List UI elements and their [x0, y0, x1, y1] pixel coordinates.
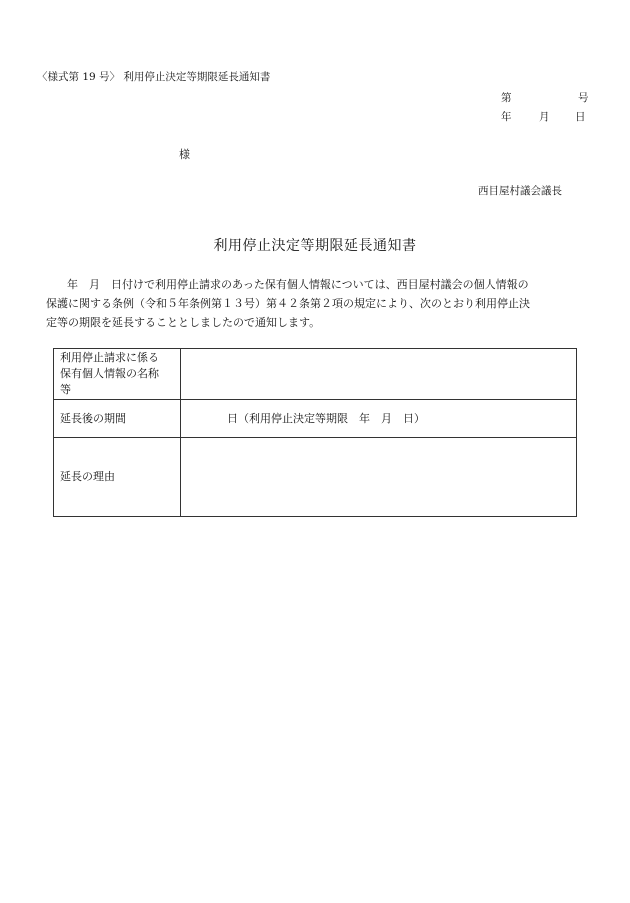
- body-line: 年 月 日付けで利用停止請求のあった保有個人情報については、西目屋村議会の個人情報の: [67, 278, 529, 291]
- table-row: [54, 349, 577, 400]
- label-line: 保有個人情報の名称: [60, 367, 159, 380]
- table-row: [54, 400, 577, 438]
- label-line: 等: [60, 383, 71, 396]
- extended-period-value: 日（利用停止決定等期限 年 月 日）: [227, 411, 425, 425]
- document-number-unit: 号: [578, 92, 589, 104]
- label-line: 利用停止請求に係る: [60, 351, 159, 364]
- row-value-extension-reason: [181, 438, 577, 517]
- row-label-extension-reason: [54, 438, 181, 517]
- body-line: 定等の期限を延長することとしましたので通知します。: [46, 316, 321, 329]
- row-value-extended-period: [181, 400, 577, 438]
- row-label-info-name: [54, 349, 181, 400]
- document-number-label: 第: [501, 92, 512, 104]
- row-value-info-name: [181, 349, 577, 400]
- date-year: 年: [501, 111, 512, 123]
- label-line: 延長の理由: [60, 470, 115, 483]
- addressee-honorific: 様: [179, 148, 190, 161]
- body-paragraph: [46, 275, 591, 332]
- date-month: 月: [539, 111, 550, 123]
- body-line: 保護に関する条例（令和５年条例第１３号）第４２条第２項の規定により、次のとおり利用停止決: [46, 297, 530, 310]
- date-day: 日: [575, 111, 586, 123]
- sender-name: 西目屋村議会議長: [478, 185, 562, 197]
- form-number: 〈様式第 19 号〉 利用停止決定等期限延長通知書: [37, 71, 271, 83]
- info-table: [53, 348, 577, 517]
- document-title: 利用停止決定等期限延長通知書: [213, 238, 417, 254]
- row-label-extended-period: [54, 400, 181, 438]
- table-row: [54, 438, 577, 517]
- label-line: 延長後の期間: [60, 411, 126, 425]
